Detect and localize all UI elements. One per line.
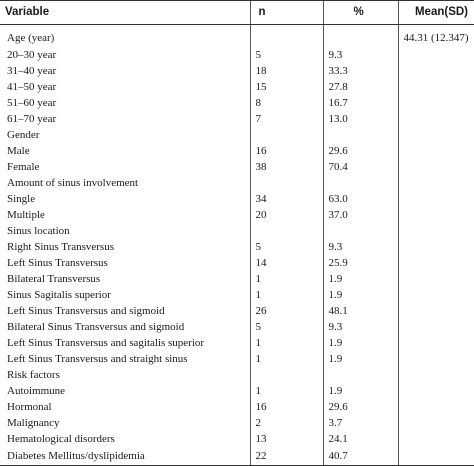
cell-percent: 9.3 (323, 319, 398, 335)
cell-n: 5 (250, 239, 323, 255)
cell-n: 1 (250, 287, 323, 303)
cell-variable: Single (7, 193, 36, 205)
cell-percent: 1.9 (323, 383, 398, 399)
cell-percent: 48.1 (323, 303, 398, 319)
cell-n: 20 (250, 207, 323, 223)
cell-n: 22 (250, 447, 323, 466)
cell-variable: 51–60 year (7, 97, 57, 109)
header-percent: % (323, 1, 398, 25)
table-row (0, 79, 474, 95)
cell-percent: 9.3 (323, 47, 398, 63)
table-row (0, 335, 474, 351)
cell-mean-sd (398, 239, 474, 255)
cell-variable: Male (7, 145, 30, 157)
cell-variable: Bilateral Transversus (7, 273, 101, 285)
cell-n: 1 (250, 383, 323, 399)
table-row (0, 175, 474, 191)
cell-mean-sd (398, 191, 474, 207)
cell-n (250, 25, 323, 48)
cell-percent: 63.0 (323, 191, 398, 207)
cell-variable: Gender (7, 129, 40, 141)
table-row (0, 159, 474, 175)
cell-n: 1 (250, 271, 323, 287)
cell-mean-sd (398, 399, 474, 415)
cell-n: 5 (250, 47, 323, 63)
table-row (0, 223, 474, 239)
cell-percent: 1.9 (323, 335, 398, 351)
cell-mean-sd (398, 127, 474, 143)
cell-mean-sd (398, 175, 474, 191)
cell-variable: Hematological disorders (7, 433, 115, 445)
cell-variable: Autoimmune (7, 385, 66, 397)
cell-mean-sd (398, 95, 474, 111)
table-row (0, 207, 474, 223)
cell-percent: 40.7 (323, 447, 398, 466)
table-row (0, 271, 474, 287)
table-row (0, 383, 474, 399)
cell-mean-sd (398, 335, 474, 351)
cell-n: 5 (250, 319, 323, 335)
cell-mean-sd (398, 271, 474, 287)
cell-mean-sd (398, 111, 474, 127)
cell-n: 16 (250, 143, 323, 159)
cell-variable: 31–40 year (7, 65, 57, 77)
cell-percent: 27.8 (323, 79, 398, 95)
header-n: n (250, 1, 323, 25)
cell-variable: Amount of sinus involvement (7, 177, 139, 189)
cell-mean-sd (398, 303, 474, 319)
cell-variable: Malignancy (7, 417, 60, 429)
cell-n: 2 (250, 415, 323, 431)
table-row (0, 431, 474, 447)
cell-mean-sd (398, 255, 474, 271)
header-variable: Variable (0, 1, 250, 25)
header-mean-sd: Mean(SD) (398, 1, 474, 25)
cell-n: 13 (250, 431, 323, 447)
cell-mean-sd (398, 431, 474, 447)
cell-percent: 70.4 (323, 159, 398, 175)
table-row (0, 95, 474, 111)
cell-mean-sd (398, 207, 474, 223)
cell-variable: 20–30 year (7, 49, 57, 61)
cell-percent: 1.9 (323, 287, 398, 303)
table-row (0, 319, 474, 335)
table-header-row (0, 1, 474, 25)
table-row (0, 47, 474, 63)
cell-n (250, 223, 323, 239)
cell-n (250, 175, 323, 191)
cell-variable: 41–50 year (7, 81, 57, 93)
cell-percent: 1.9 (323, 351, 398, 367)
cell-percent: 1.9 (323, 271, 398, 287)
cell-variable: Diabetes Mellitus/dyslipidemia (0, 447, 250, 466)
cell-variable: Age (year) (7, 32, 55, 44)
cell-mean-sd (398, 351, 474, 367)
cell-n: 14 (250, 255, 323, 271)
table-row (0, 367, 474, 383)
cell-n: 7 (250, 111, 323, 127)
cell-variable: Multiple (7, 209, 45, 221)
cell-n: 1 (250, 335, 323, 351)
cell-mean-sd (398, 47, 474, 63)
cell-percent: 29.6 (323, 143, 398, 159)
table-row (0, 111, 474, 127)
cell-percent: 24.1 (323, 431, 398, 447)
cell-percent: 16.7 (323, 95, 398, 111)
cell-n (250, 367, 323, 383)
table-row (0, 239, 474, 255)
cell-percent (323, 175, 398, 191)
cell-percent: 33.3 (323, 63, 398, 79)
cell-percent: 29.6 (323, 399, 398, 415)
cell-percent (323, 25, 398, 48)
cell-percent: 37.0 (323, 207, 398, 223)
table-row (0, 191, 474, 207)
cell-mean-sd (398, 159, 474, 175)
table-row (0, 25, 474, 48)
cell-n: 26 (250, 303, 323, 319)
cell-n: 38 (250, 159, 323, 175)
cell-mean-sd (398, 63, 474, 79)
cell-variable: Female (7, 161, 40, 173)
cell-variable: Risk factors (7, 369, 60, 381)
cell-variable: Bilateral Sinus Transversus and sigmoid (7, 321, 185, 333)
table-row (0, 287, 474, 303)
cell-n: 1 (250, 351, 323, 367)
cell-variable: Hormonal (7, 401, 52, 413)
cell-percent (323, 223, 398, 239)
cell-percent: 9.3 (323, 239, 398, 255)
cell-variable: Left Sinus Transversus and sagitalis superior (7, 337, 205, 349)
cell-mean-sd (398, 383, 474, 399)
cell-percent: 3.7 (323, 415, 398, 431)
table-row (0, 399, 474, 415)
cell-variable: Sinus Sagitalis superior (7, 289, 111, 301)
cell-mean-sd (398, 447, 474, 466)
cell-n: 8 (250, 95, 323, 111)
cell-mean-sd: 44.31 (12.347) (398, 25, 474, 48)
cell-percent: 25.9 (323, 255, 398, 271)
cell-percent (323, 367, 398, 383)
cell-variable: Left Sinus Transversus and sigmoid (7, 305, 165, 317)
cell-mean-sd (398, 79, 474, 95)
table-row (0, 63, 474, 79)
table-row (0, 351, 474, 367)
table-row (0, 255, 474, 271)
cell-mean-sd (398, 143, 474, 159)
cell-mean-sd (398, 319, 474, 335)
cell-variable: Left Sinus Transversus and straight sinus (7, 353, 188, 365)
table-row (0, 143, 474, 159)
cell-n: 15 (250, 79, 323, 95)
cell-percent (323, 127, 398, 143)
table-row (0, 415, 474, 431)
cell-variable: 61–70 year (7, 113, 57, 125)
table-row (0, 447, 474, 466)
cell-n: 34 (250, 191, 323, 207)
cell-variable: Right Sinus Transversus (7, 241, 114, 253)
cell-mean-sd (398, 223, 474, 239)
cell-n (250, 127, 323, 143)
cell-percent: 13.0 (323, 111, 398, 127)
cell-n: 18 (250, 63, 323, 79)
cell-mean-sd (398, 415, 474, 431)
table-row (0, 303, 474, 319)
table-row (0, 127, 474, 143)
cell-n: 16 (250, 399, 323, 415)
cell-mean-sd (398, 287, 474, 303)
table-body (0, 25, 474, 466)
cell-variable: Left Sinus Transversus (7, 257, 108, 269)
cell-mean-sd (398, 367, 474, 383)
cell-variable: Sinus location (7, 225, 70, 237)
